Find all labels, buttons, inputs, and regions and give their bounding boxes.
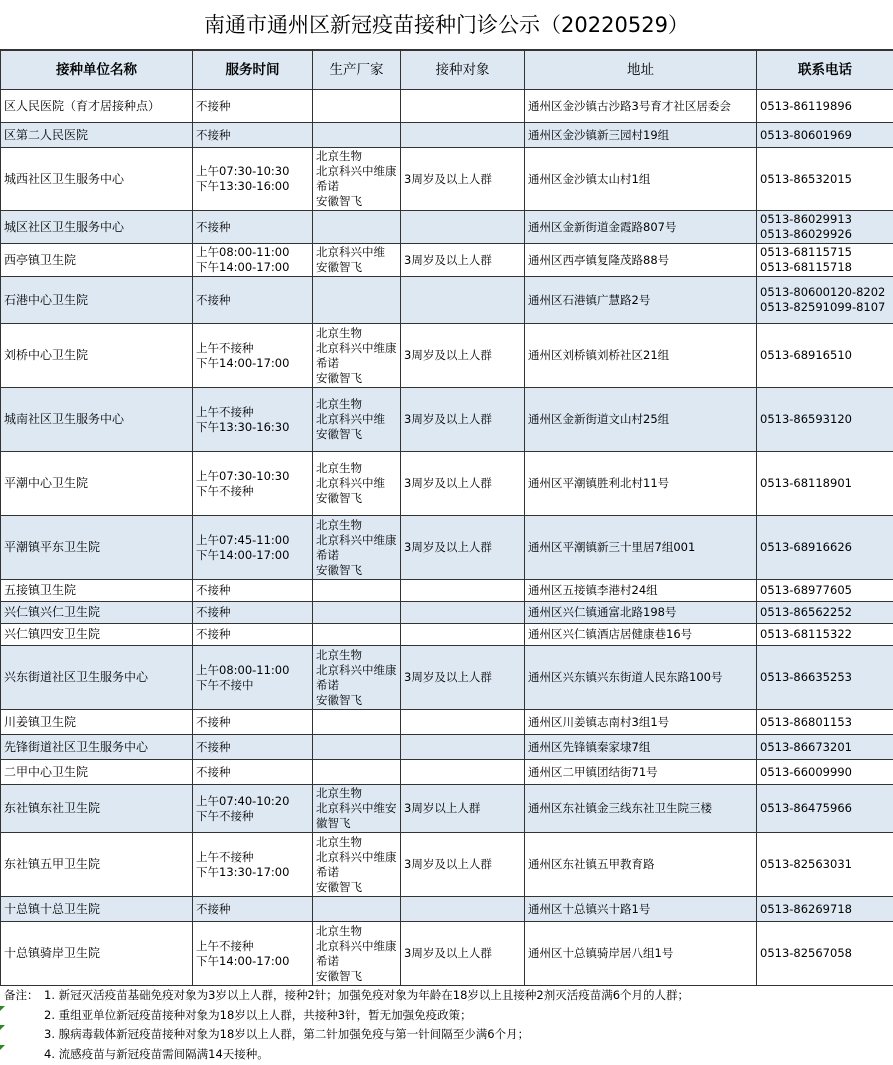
service-time-cell: 上午08:00-11:00 下午不接中 [193, 646, 313, 710]
note-text: 1. 新冠灭活疫苗基础免疫对象为3岁以上人群，接种2针；加强免疫对象为年龄在18岁以上且接种2剂灭活疫苗满6个月的人群； [44, 988, 690, 1002]
table-row [1, 452, 893, 516]
address-cell: 通州区平潮镇胜利北村11号 [525, 452, 757, 516]
table-row [1, 602, 893, 624]
clinic-table [0, 50, 893, 986]
note-line [0, 1025, 893, 1045]
target-cell [401, 760, 525, 785]
target-cell [401, 735, 525, 760]
table-row [1, 833, 893, 897]
phone-cell: 0513-68916626 [757, 516, 893, 580]
target-cell: 3周岁及以上人群 [401, 388, 525, 452]
manufacturer-cell [313, 760, 401, 785]
unit-name-cell: 平潮中心卫生院 [1, 452, 193, 516]
phone-cell: 0513-86269718 [757, 897, 893, 922]
target-cell [401, 277, 525, 324]
address-cell: 通州区金新街道金霞路807号 [525, 211, 757, 244]
notes-label: 备注： [4, 988, 39, 1002]
note-line [0, 986, 893, 1006]
service-time-cell: 上午不接种 下午13:30-16:30 [193, 388, 313, 452]
table-row [1, 646, 893, 710]
address-cell: 通州区十总镇骑岸居八组1号 [525, 922, 757, 986]
address-cell: 通州区五接镇李港村24组 [525, 580, 757, 602]
service-time-cell: 不接种 [193, 760, 313, 785]
unit-name-cell: 十总镇骑岸卫生院 [1, 922, 193, 986]
table-row [1, 148, 893, 211]
service-time-cell: 不接种 [193, 602, 313, 624]
table-row [1, 516, 893, 580]
unit-name-cell: 西亭镇卫生院 [1, 244, 193, 277]
table-row [1, 922, 893, 986]
phone-cell: 0513-86532015 [757, 148, 893, 211]
service-time-cell: 不接种 [193, 90, 313, 123]
table-row [1, 90, 893, 123]
target-cell: 3周岁及以上人群 [401, 148, 525, 211]
table-header-row [1, 51, 893, 90]
target-cell: 3周岁以上人群 [401, 785, 525, 833]
target-cell: 3周岁及以上人群 [401, 646, 525, 710]
service-time-cell: 上午07:45-11:00 下午14:00-17:00 [193, 516, 313, 580]
service-time-cell: 上午不接种 下午13:30-17:00 [193, 833, 313, 897]
service-time-cell: 不接种 [193, 123, 313, 148]
header-service-time: 服务时间 [193, 51, 313, 90]
unit-name-cell: 十总镇十总卫生院 [1, 897, 193, 922]
address-cell: 通州区金沙镇太山村1组 [525, 148, 757, 211]
unit-name-cell: 川姜镇卫生院 [1, 710, 193, 735]
phone-cell: 0513-82563031 [757, 833, 893, 897]
header-target: 接种对象 [401, 51, 525, 90]
unit-name-cell: 五接镇卫生院 [1, 580, 193, 602]
unit-name-cell: 石港中心卫生院 [1, 277, 193, 324]
unit-name-cell: 东社镇五甲卫生院 [1, 833, 193, 897]
address-cell: 通州区川姜镇志南村3组1号 [525, 710, 757, 735]
address-cell: 通州区金新街道文山村25组 [525, 388, 757, 452]
phone-cell: 0513-86673201 [757, 735, 893, 760]
service-time-cell: 上午08:00-11:00 下午14:00-17:00 [193, 244, 313, 277]
service-time-cell: 上午不接种 下午14:00-17:00 [193, 922, 313, 986]
unit-name-cell: 东社镇东社卫生院 [1, 785, 193, 833]
table-row [1, 710, 893, 735]
manufacturer-cell [313, 580, 401, 602]
address-cell: 通州区先锋镇秦家埭7组 [525, 735, 757, 760]
manufacturer-cell: 北京生物 北京科兴中维康希诺 安徽智飞 [313, 148, 401, 211]
header-address: 地址 [525, 51, 757, 90]
target-cell [401, 211, 525, 244]
phone-cell: 0513-80600120-82020513-82591099-8107 [757, 277, 893, 324]
table-row [1, 760, 893, 785]
address-cell: 通州区二甲镇团结街71号 [525, 760, 757, 785]
unit-name-cell: 城西社区卫生服务中心 [1, 148, 193, 211]
service-time-cell: 不接种 [193, 211, 313, 244]
table-row [1, 580, 893, 602]
service-time-cell: 上午07:40-10:20 下午不接种 [193, 785, 313, 833]
address-cell: 通州区东社镇五甲教育路 [525, 833, 757, 897]
address-cell: 通州区金沙镇古沙路3号育才社区居委会 [525, 90, 757, 123]
service-time-cell: 不接种 [193, 710, 313, 735]
phone-cell: 0513-68118901 [757, 452, 893, 516]
target-cell [401, 580, 525, 602]
address-cell: 通州区金沙镇新三园村19组 [525, 123, 757, 148]
table-row [1, 735, 893, 760]
manufacturer-cell [313, 90, 401, 123]
phone-cell: 0513-68115715 0513-68115718 [757, 244, 893, 277]
header-unit-name: 接种单位名称 [1, 51, 193, 90]
target-cell [401, 710, 525, 735]
manufacturer-cell: 北京生物 北京科兴中维康希诺 安徽智飞 [313, 646, 401, 710]
target-cell: 3周岁及以上人群 [401, 244, 525, 277]
phone-cell: 0513-86593120 [757, 388, 893, 452]
service-time-cell: 不接种 [193, 897, 313, 922]
table-row [1, 897, 893, 922]
notes-section [0, 986, 893, 1064]
unit-name-cell: 兴东街道社区卫生服务中心 [1, 646, 193, 710]
unit-name-cell: 城南社区卫生服务中心 [1, 388, 193, 452]
target-cell: 3周岁及以上人群 [401, 516, 525, 580]
manufacturer-cell [313, 735, 401, 760]
manufacturer-cell: 北京生物 北京科兴中维 安徽智飞 [313, 452, 401, 516]
table-row [1, 211, 893, 244]
address-cell: 通州区平潮镇新三十里居7组001 [525, 516, 757, 580]
cell-comment-marker-icon [0, 1006, 5, 1011]
note-text: 3. 腺病毒载体新冠疫苗接种对象为18岁以上人群，第二针加强免疫与第一针间隔至少满6个月； [44, 1027, 530, 1041]
unit-name-cell: 二甲中心卫生院 [1, 760, 193, 785]
address-cell: 通州区兴仁镇酒店居健康巷16号 [525, 624, 757, 646]
service-time-cell: 不接种 [193, 735, 313, 760]
address-cell: 通州区石港镇广慧路2号 [525, 277, 757, 324]
table-row [1, 324, 893, 388]
manufacturer-cell [313, 123, 401, 148]
unit-name-cell: 先锋街道社区卫生服务中心 [1, 735, 193, 760]
phone-cell: 0513-68977605 [757, 580, 893, 602]
manufacturer-cell [313, 710, 401, 735]
manufacturer-cell: 北京生物 北京科兴中维康希诺 安徽智飞 [313, 324, 401, 388]
service-time-cell: 不接种 [193, 277, 313, 324]
address-cell: 通州区西亭镇复隆茂路88号 [525, 244, 757, 277]
cell-comment-marker-icon [0, 1025, 5, 1030]
phone-cell: 0513-68916510 [757, 324, 893, 388]
address-cell: 通州区十总镇兴十路1号 [525, 897, 757, 922]
service-time-cell: 不接种 [193, 624, 313, 646]
manufacturer-cell [313, 602, 401, 624]
target-cell [401, 624, 525, 646]
phone-cell: 0513-86119896 [757, 90, 893, 123]
manufacturer-cell [313, 277, 401, 324]
address-cell: 通州区兴东镇兴东街道人民东路100号 [525, 646, 757, 710]
target-cell: 3周岁及以上人群 [401, 452, 525, 516]
target-cell [401, 123, 525, 148]
manufacturer-cell [313, 624, 401, 646]
unit-name-cell: 兴仁镇兴仁卫生院 [1, 602, 193, 624]
phone-cell: 0513-86635253 [757, 646, 893, 710]
target-cell [401, 602, 525, 624]
manufacturer-cell: 北京生物 北京科兴中维安徽智飞 [313, 785, 401, 833]
manufacturer-cell [313, 211, 401, 244]
table-row [1, 277, 893, 324]
target-cell: 3周岁及以上人群 [401, 833, 525, 897]
address-cell: 通州区兴仁镇通富北路198号 [525, 602, 757, 624]
unit-name-cell: 区人民医院（育才居接种点） [1, 90, 193, 123]
note-text: 2. 重组亚单位新冠疫苗接种对象为18岁以上人群，共接种3针，暂无加强免疫政策； [44, 1007, 472, 1022]
note-text: 4. 流感疫苗与新冠疫苗需间隔满14天接种。 [44, 1046, 269, 1061]
address-cell: 通州区刘桥镇刘桥社区21组 [525, 324, 757, 388]
header-manufacturer: 生产厂家 [313, 51, 401, 90]
manufacturer-cell: 北京生物 北京科兴中维康希诺 安徽智飞 [313, 833, 401, 897]
phone-cell: 0513-82567058 [757, 922, 893, 986]
phone-cell: 0513-66009990 [757, 760, 893, 785]
note-line [0, 1045, 893, 1065]
unit-name-cell: 平潮镇平东卫生院 [1, 516, 193, 580]
target-cell [401, 897, 525, 922]
table-row [1, 624, 893, 646]
table-row [1, 388, 893, 452]
unit-name-cell: 区第二人民医院 [1, 123, 193, 148]
manufacturer-cell [313, 897, 401, 922]
phone-cell: 0513-86475966 [757, 785, 893, 833]
phone-cell: 0513-86801153 [757, 710, 893, 735]
phone-cell: 0513-80601969 [757, 123, 893, 148]
note-line [0, 1006, 893, 1026]
table-row [1, 785, 893, 833]
target-cell: 3周岁及以上人群 [401, 324, 525, 388]
manufacturer-cell: 北京生物 北京科兴中维 安徽智飞 [313, 388, 401, 452]
unit-name-cell: 城区社区卫生服务中心 [1, 211, 193, 244]
manufacturer-cell: 北京科兴中维 安徽智飞 [313, 244, 401, 277]
cell-comment-marker-icon [0, 1045, 5, 1050]
page-title: 南通市通州区新冠疫苗接种门诊公示（20220529） [0, 0, 893, 50]
unit-name-cell: 兴仁镇四安卫生院 [1, 624, 193, 646]
service-time-cell: 上午07:30-10:30 下午13:30-16:00 [193, 148, 313, 211]
unit-name-cell: 刘桥中心卫生院 [1, 324, 193, 388]
header-phone: 联系电话 [757, 51, 893, 90]
service-time-cell: 上午07:30-10:30 下午不接种 [193, 452, 313, 516]
manufacturer-cell: 北京生物 北京科兴中维康希诺 安徽智飞 [313, 516, 401, 580]
phone-cell: 0513-86562252 [757, 602, 893, 624]
table-row [1, 244, 893, 277]
target-cell: 3周岁及以上人群 [401, 922, 525, 986]
table-row [1, 123, 893, 148]
address-cell: 通州区东社镇金三线东社卫生院三楼 [525, 785, 757, 833]
phone-cell: 0513-68115322 [757, 624, 893, 646]
phone-cell: 0513-86029913 0513-86029926 [757, 211, 893, 244]
service-time-cell: 不接种 [193, 580, 313, 602]
service-time-cell: 上午不接种 下午14:00-17:00 [193, 324, 313, 388]
target-cell [401, 90, 525, 123]
manufacturer-cell: 北京生物 北京科兴中维康希诺 安徽智飞 [313, 922, 401, 986]
